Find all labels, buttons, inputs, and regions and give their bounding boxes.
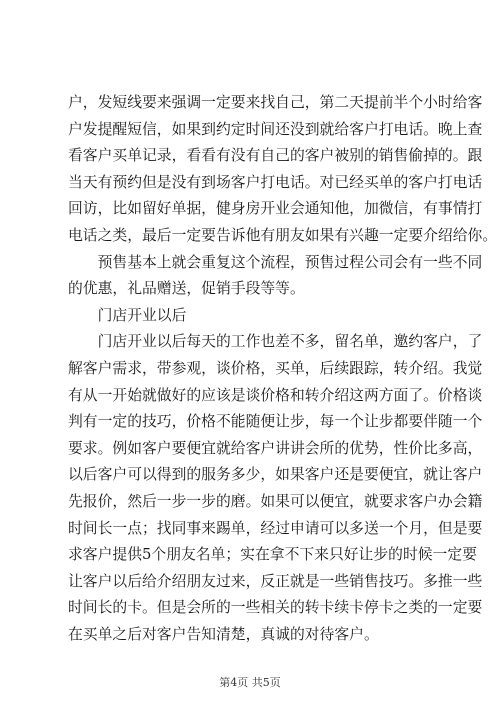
text-line: 回访，比如留好单据，健身房开业会通知他，加微信，有事情打 — [68, 200, 483, 218]
page-number-footer: 第4页 共5页 — [219, 676, 281, 689]
text-line: 户，发短线要来强调一定要来找自己，第二天提前半个小时给客 — [68, 94, 483, 111]
text-line: 预售基本上就会重复这个流程，预售过程公司会有一些不同 — [68, 253, 483, 271]
text-line: 门店开业以后每天的工作也差不多，留名单，邀约客户，了 — [68, 333, 483, 351]
text-line: 先报价，然后一步一步的磨。如果可以便宜，就要求客户办会籍 — [68, 492, 483, 510]
text-line: 解客户需求，带参观，谈价格，买单，后续跟踪，转介绍。我觉 — [68, 359, 483, 377]
text-line: 时间长一点；找同事来踢单，经过申请可以多送一个月，但是要 — [68, 519, 483, 537]
text-line: 的优惠，礼品赠送，促销手段等等。 — [68, 280, 305, 298]
body-text — [68, 90, 498, 648]
text-line: 当天有预约但是没有到场客户打电话。对已经买单的客户打电话 — [68, 173, 483, 191]
text-line: 时间长的卡。但是会所的一些相关的转卡续卡停卡之类的一定要 — [68, 599, 483, 617]
text-line: 以后客户可以得到的服务多少，如果客户还是要便宜，就让客户 — [68, 466, 483, 484]
text-line: 在买单之后对客户告知清楚，真诚的对待客户。 — [68, 625, 379, 643]
text-line: 电话之类，最后一定要告诉他有朋友如果有兴趣一定要介绍给你。 — [68, 226, 498, 244]
text-line: 求客户提供5个朋友名单；实在拿不下来只好让步的时候一定要 — [68, 546, 477, 564]
section-heading: 门店开业以后 — [68, 306, 187, 324]
text-line: 看客户买单记录，看看有没有自己的客户被别的销售偷掉的。跟 — [68, 147, 483, 165]
text-line: 判有一定的技巧，价格不能随便让步，每一个让步都要伴随一个 — [68, 413, 483, 431]
text-line: 要求。例如客户要便宜就给客户讲讲会所的优势，性价比多高， — [68, 439, 483, 457]
text-line: 有从一开始就做好的应该是谈价格和转介绍这两方面了。价格谈 — [68, 386, 483, 404]
text-line: 户发提醒短信，如果到约定时间还没到就给客户打电话。晚上查 — [68, 120, 483, 138]
text-line: 让客户以后给介绍朋友过来，反正就是一些销售技巧。多推一些 — [68, 572, 483, 590]
